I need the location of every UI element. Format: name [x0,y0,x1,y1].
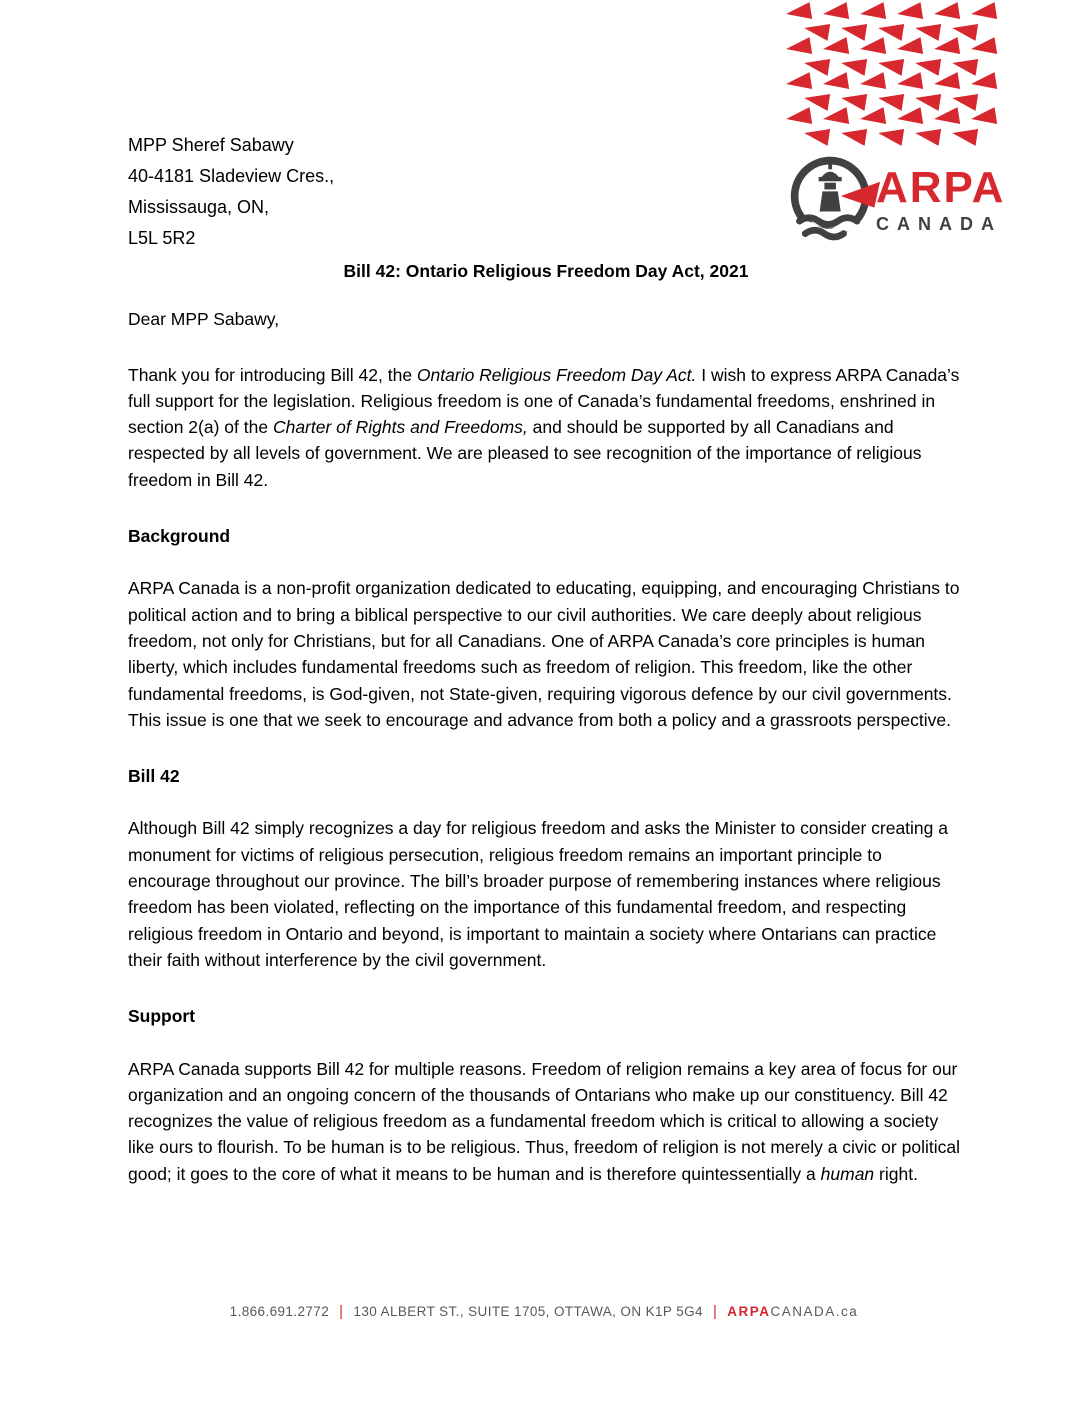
address-line: MPP Sheref Sabawy [128,135,294,155]
address-line: Mississauga, ON, [128,197,270,217]
footer-phone: 1.866.691.2772 [229,1304,330,1319]
paragraph: ARPA Canada is a non-profit organization dedicated to educating, equipping, and encouraging Christians to political action and to bring a biblical perspective to our civil authorities. We care deeply about religious freedom, not only for Christians, but for all Canadians. One of ARPA Canada’s core principles is human liberty, which includes fundamental freedoms such as freedom of religion. This freedom, like the other fundamental freedoms, is God-given, not State-given, requiring vigorous defence by our civil governments. This issue is one that we seek to encourage and advance from both a policy and a grassroots perspective. [128,578,960,730]
page-footer [0,1303,1088,1320]
footer-website-brand: ARPA [727,1304,771,1319]
triangle-icon [970,37,997,58]
triangle-pattern-decoration [786,4,1000,144]
triangle-icon [914,125,941,146]
address-line: L5L 5R2 [128,228,196,248]
triangle-icon [951,125,978,146]
arpa-canada-label: CANADA [876,213,1002,234]
triangle-icon [877,125,904,146]
salutation: Dear MPP Sabawy, [128,309,280,330]
footer-website [727,1304,858,1319]
triangle-icon [970,107,997,128]
triangle-icon [970,72,997,93]
paragraph: Although Bill 42 simply recognizes a day for religious freedom and asks the Minister to consider creating a monument for victims of religious persecution, religious freedom remains an important principle to encourage throughout our province. The bill’s broader purpose of remembering instances where religious freedom has been violated, reflecting on the importance of this fundamental freedom, and respecting religious freedom in Ontario and beyond, is important to maintain a society where Ontarians can practice their faith without interference by the civil government. [128,818,948,970]
footer-address: 130 ALBERT ST., SUITE 1705, OTTAWA, ON K1P 5G4 [353,1304,703,1319]
footer-separator: | [339,1303,344,1320]
triangle-icon [970,2,997,23]
arpa-wordmark: ARPA [876,162,1006,212]
triangle-icon [803,125,830,146]
lighthouse-icon [786,152,882,248]
letter-title: Bill 42: Ontario Religious Freedom Day Act, 2021 [343,261,749,281]
footer-separator: | [712,1303,718,1320]
paragraph: Thank you for introducing Bill 42, the Ontario Religious Freedom Day Act. I wish to express ARPA Canada’s full support for the legislation. Religious freedom is one of Canada’s fundamental freedoms, enshrined in section 2(a) of the Charter of Rights and Freedoms, and should be supported by all Canadians and respected by all levels of government. We are pleased to see recognition of the importance of religious freedom in Bill 42. [128,364,960,490]
section-heading: Bill 42 [128,766,180,787]
address-line: 40-4181 Sladeview Cres., [128,166,335,186]
recipient-address [128,130,334,254]
letter-content [128,258,964,1213]
paragraph: ARPA Canada supports Bill 42 for multiple reasons. Freedom of religion remains a key area of focus for our organization and an ongoing concern of the thousands of Ontarians who make up our constituency. Bill 42 recognizes the value of religious freedom as a fundamental freedom which is critical to allowing a society like ours to flourish. To be human is to be religious. Thus, freedom of religion is not merely a civic or political good; it goes to the core of what it means to be human and is therefore quintessentially a human right. [128,1058,960,1184]
letter-body [128,362,964,1187]
triangle-icon [840,125,867,146]
section-heading: Background [128,526,231,547]
section-heading: Support [128,1006,196,1027]
footer-website-rest: CANADA.ca [770,1304,859,1319]
arpa-logo [786,4,1006,248]
